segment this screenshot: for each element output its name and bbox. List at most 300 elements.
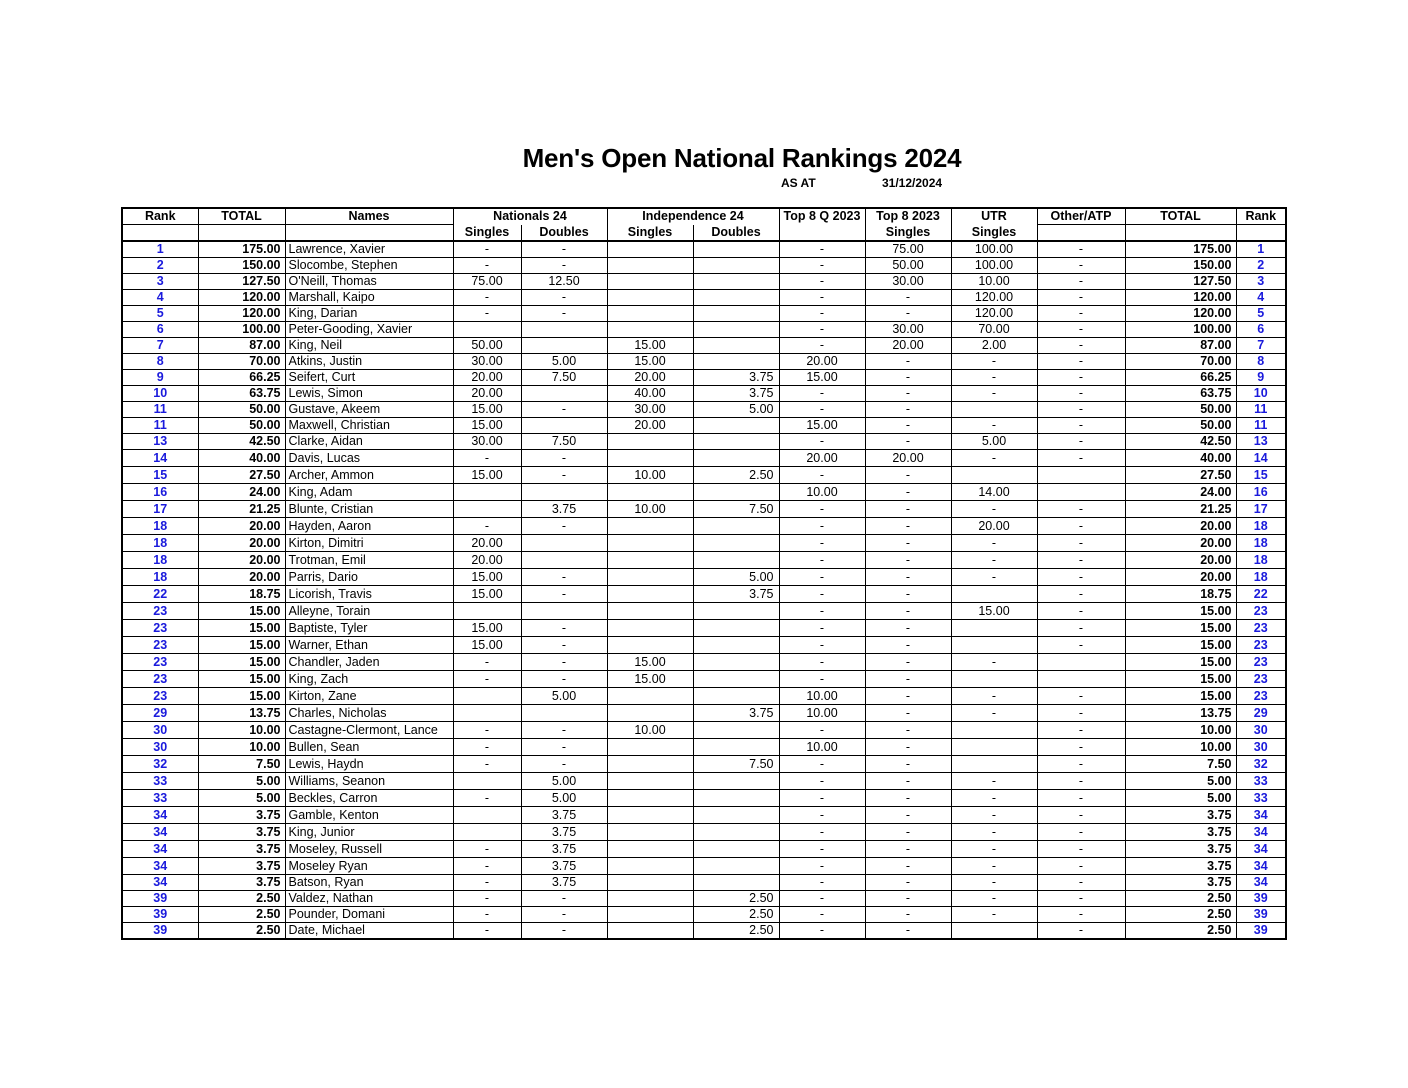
cell-utr-singles [951,756,1037,773]
cell-other-atp [1037,484,1125,501]
cell-total: 2.50 [198,923,285,940]
cell-name: Bullen, Sean [285,739,453,756]
cell-nat-singles: - [453,450,521,467]
cell-ind-doubles [693,306,779,322]
cell-ind-doubles: 2.50 [693,891,779,907]
cell-top8q: - [779,891,865,907]
cell-top8-singles: 30.00 [865,322,951,338]
cell-total-2: 3.75 [1125,841,1236,858]
cell-rank: 18 [122,569,198,586]
cell-rank: 6 [122,322,198,338]
cell-nat-singles: 15.00 [453,637,521,654]
cell-top8q: - [779,518,865,535]
cell-top8-singles: - [865,306,951,322]
cell-other-atp: - [1037,518,1125,535]
cell-name: Atkins, Justin [285,354,453,370]
cell-nat-doubles: - [521,671,607,688]
table-row [122,501,1286,518]
cell-top8q: - [779,620,865,637]
cell-utr-singles: 100.00 [951,258,1037,274]
cell-rank-2: 23 [1236,654,1286,671]
cell-name: Kirton, Zane [285,688,453,705]
table-row [122,637,1286,654]
cell-nat-doubles: - [521,586,607,603]
cell-top8-singles: - [865,467,951,484]
cell-other-atp: - [1037,824,1125,841]
cell-ind-doubles [693,722,779,739]
cell-nat-doubles [521,386,607,402]
cell-ind-doubles [693,688,779,705]
table-row [122,858,1286,875]
cell-nat-singles [453,705,521,722]
cell-ind-doubles [693,671,779,688]
cell-ind-doubles [693,338,779,354]
cell-name: Hayden, Aaron [285,518,453,535]
cell-other-atp: - [1037,603,1125,620]
cell-top8-singles: - [865,569,951,586]
header-total-2: TOTAL [1125,208,1236,225]
cell-ind-singles [607,322,693,338]
subheader-independence-singles: Singles [607,225,693,242]
cell-other-atp: - [1037,290,1125,306]
cell-ind-doubles [693,290,779,306]
cell-other-atp: - [1037,322,1125,338]
cell-utr-singles: 10.00 [951,274,1037,290]
cell-top8q: - [779,603,865,620]
cell-ind-doubles [693,637,779,654]
cell-top8q: - [779,756,865,773]
cell-total-2: 3.75 [1125,824,1236,841]
cell-top8-singles: - [865,501,951,518]
cell-rank: 7 [122,338,198,354]
cell-total-2: 3.75 [1125,807,1236,824]
cell-total-2: 21.25 [1125,501,1236,518]
subheader-blank [1037,225,1125,242]
table-row [122,923,1286,940]
table-row [122,569,1286,586]
cell-nat-doubles: - [521,306,607,322]
cell-total-2: 42.50 [1125,434,1236,450]
cell-top8q: - [779,258,865,274]
cell-name: King, Adam [285,484,453,501]
header-utr: UTR [951,208,1037,225]
table-row [122,603,1286,620]
cell-top8-singles: - [865,824,951,841]
cell-top8-singles: 75.00 [865,241,951,258]
rankings-body [122,241,1286,939]
cell-top8q: - [779,671,865,688]
cell-rank-2: 33 [1236,773,1286,790]
cell-total-2: 13.75 [1125,705,1236,722]
table-row [122,552,1286,569]
cell-utr-singles: - [951,552,1037,569]
header-total: TOTAL [198,208,285,225]
cell-other-atp: - [1037,258,1125,274]
cell-nat-singles: - [453,923,521,940]
cell-rank-2: 7 [1236,338,1286,354]
cell-other-atp [1037,467,1125,484]
cell-total-2: 10.00 [1125,739,1236,756]
cell-other-atp: - [1037,722,1125,739]
cell-rank-2: 29 [1236,705,1286,722]
cell-nat-doubles: 3.75 [521,875,607,891]
table-row [122,790,1286,807]
cell-nat-doubles [521,484,607,501]
cell-nat-doubles: - [521,569,607,586]
cell-rank: 30 [122,739,198,756]
cell-top8-singles: - [865,518,951,535]
subheader-nationals-singles: Singles [453,225,521,242]
cell-top8q: - [779,875,865,891]
cell-nat-singles: - [453,907,521,923]
cell-rank-2: 13 [1236,434,1286,450]
cell-total: 15.00 [198,671,285,688]
cell-rank-2: 2 [1236,258,1286,274]
cell-top8-singles: - [865,722,951,739]
cell-top8q: 20.00 [779,354,865,370]
cell-ind-doubles: 3.75 [693,386,779,402]
cell-nat-doubles: - [521,620,607,637]
cell-top8q: - [779,386,865,402]
table-row [122,875,1286,891]
cell-name: Gamble, Kenton [285,807,453,824]
cell-utr-singles [951,586,1037,603]
cell-other-atp: - [1037,552,1125,569]
cell-top8q: - [779,637,865,654]
cell-ind-doubles: 5.00 [693,569,779,586]
cell-total-2: 50.00 [1125,418,1236,434]
cell-utr-singles: - [951,858,1037,875]
cell-top8q: 10.00 [779,688,865,705]
cell-rank: 22 [122,586,198,603]
cell-nat-singles: 15.00 [453,586,521,603]
cell-total: 120.00 [198,306,285,322]
cell-name: Warner, Ethan [285,637,453,654]
table-row [122,654,1286,671]
cell-rank: 34 [122,875,198,891]
cell-ind-doubles [693,484,779,501]
cell-total: 7.50 [198,756,285,773]
cell-utr-singles: - [951,654,1037,671]
cell-top8-singles: - [865,434,951,450]
cell-utr-singles: 15.00 [951,603,1037,620]
cell-top8-singles: - [865,688,951,705]
cell-total: 10.00 [198,739,285,756]
cell-utr-singles: - [951,790,1037,807]
table-row [122,402,1286,418]
cell-ind-singles: 15.00 [607,354,693,370]
cell-total: 63.75 [198,386,285,402]
cell-nat-doubles [521,603,607,620]
cell-rank: 5 [122,306,198,322]
cell-name: Beckles, Carron [285,790,453,807]
cell-utr-singles: 100.00 [951,241,1037,258]
cell-other-atp: - [1037,450,1125,467]
cell-other-atp: - [1037,875,1125,891]
cell-rank: 33 [122,790,198,807]
cell-top8q: 10.00 [779,739,865,756]
cell-total-2: 20.00 [1125,552,1236,569]
cell-top8-singles: - [865,807,951,824]
table-row [122,841,1286,858]
cell-total: 15.00 [198,620,285,637]
cell-utr-singles: - [951,891,1037,907]
cell-top8q: - [779,569,865,586]
cell-total-2: 70.00 [1125,354,1236,370]
cell-nat-singles: - [453,891,521,907]
cell-other-atp: - [1037,274,1125,290]
cell-nat-doubles: 3.75 [521,501,607,518]
subheader-blank [1125,225,1236,242]
cell-total-2: 3.75 [1125,875,1236,891]
cell-total: 40.00 [198,450,285,467]
cell-name: Parris, Dario [285,569,453,586]
cell-nat-singles: - [453,841,521,858]
cell-total: 15.00 [198,637,285,654]
cell-nat-singles: - [453,875,521,891]
cell-name: Baptiste, Tyler [285,620,453,637]
cell-top8-singles: - [865,705,951,722]
cell-ind-singles [607,586,693,603]
cell-ind-singles [607,518,693,535]
cell-rank: 30 [122,722,198,739]
cell-rank-2: 18 [1236,569,1286,586]
cell-nat-singles [453,688,521,705]
cell-name: Peter-Gooding, Xavier [285,322,453,338]
cell-rank: 32 [122,756,198,773]
cell-total: 42.50 [198,434,285,450]
cell-nat-doubles: 5.00 [521,688,607,705]
cell-ind-doubles [693,773,779,790]
cell-ind-singles [607,552,693,569]
cell-total-2: 5.00 [1125,773,1236,790]
cell-rank: 13 [122,434,198,450]
cell-other-atp: - [1037,907,1125,923]
cell-utr-singles: 70.00 [951,322,1037,338]
cell-ind-doubles [693,824,779,841]
cell-other-atp: - [1037,891,1125,907]
cell-other-atp: - [1037,434,1125,450]
cell-top8q: - [779,586,865,603]
cell-total-2: 87.00 [1125,338,1236,354]
cell-ind-doubles [693,450,779,467]
cell-top8-singles: - [865,354,951,370]
cell-name: Kirton, Dimitri [285,535,453,552]
cell-name: Castagne-Clermont, Lance [285,722,453,739]
cell-rank-2: 34 [1236,841,1286,858]
cell-top8q: - [779,467,865,484]
cell-ind-singles [607,858,693,875]
cell-ind-singles: 20.00 [607,418,693,434]
cell-total: 50.00 [198,418,285,434]
cell-top8-singles: - [865,586,951,603]
cell-rank: 2 [122,258,198,274]
cell-other-atp: - [1037,841,1125,858]
cell-ind-singles [607,790,693,807]
cell-nat-singles: - [453,858,521,875]
as-at-date: 31/12/2024 [882,176,943,190]
cell-top8q: - [779,907,865,923]
cell-rank-2: 23 [1236,688,1286,705]
cell-total: 20.00 [198,569,285,586]
cell-nat-singles: - [453,654,521,671]
subheader-nationals-doubles: Doubles [521,225,607,242]
cell-nat-singles [453,773,521,790]
cell-utr-singles: - [951,773,1037,790]
cell-name: Blunte, Cristian [285,501,453,518]
cell-ind-singles: 20.00 [607,370,693,386]
cell-total: 10.00 [198,722,285,739]
cell-nat-singles: 15.00 [453,569,521,586]
cell-nat-singles [453,807,521,824]
cell-utr-singles: - [951,569,1037,586]
table-row [122,484,1286,501]
table-row [122,773,1286,790]
table-row [122,518,1286,535]
cell-total: 15.00 [198,654,285,671]
cell-other-atp: - [1037,354,1125,370]
cell-ind-singles [607,484,693,501]
cell-ind-singles [607,434,693,450]
cell-top8q: - [779,290,865,306]
cell-other-atp: - [1037,386,1125,402]
cell-total: 2.50 [198,891,285,907]
cell-total-2: 20.00 [1125,518,1236,535]
cell-name: Lewis, Simon [285,386,453,402]
cell-rank-2: 1 [1236,241,1286,258]
table-row [122,241,1286,258]
cell-total: 3.75 [198,807,285,824]
header-names: Names [285,208,453,225]
cell-ind-singles [607,773,693,790]
cell-rank-2: 18 [1236,535,1286,552]
cell-rank: 23 [122,620,198,637]
cell-name: King, Darian [285,306,453,322]
cell-ind-singles [607,907,693,923]
cell-top8-singles: - [865,386,951,402]
cell-ind-singles [607,258,693,274]
cell-utr-singles [951,722,1037,739]
cell-utr-singles: - [951,705,1037,722]
cell-rank-2: 14 [1236,450,1286,467]
cell-total-2: 24.00 [1125,484,1236,501]
cell-rank-2: 23 [1236,671,1286,688]
cell-utr-singles [951,467,1037,484]
cell-top8q: - [779,501,865,518]
cell-nat-doubles: - [521,891,607,907]
cell-ind-doubles: 5.00 [693,402,779,418]
table-row [122,354,1286,370]
cell-rank: 10 [122,386,198,402]
cell-nat-doubles: 7.50 [521,434,607,450]
cell-name: Williams, Seanon [285,773,453,790]
cell-rank-2: 30 [1236,722,1286,739]
cell-rank-2: 15 [1236,467,1286,484]
cell-utr-singles: 14.00 [951,484,1037,501]
table-row [122,434,1286,450]
cell-total: 150.00 [198,258,285,274]
cell-top8q: - [779,402,865,418]
cell-utr-singles: 20.00 [951,518,1037,535]
cell-other-atp: - [1037,688,1125,705]
cell-rank: 11 [122,402,198,418]
cell-ind-singles [607,891,693,907]
cell-ind-doubles [693,535,779,552]
cell-rank-2: 34 [1236,875,1286,891]
cell-utr-singles: - [951,418,1037,434]
cell-top8q: 20.00 [779,450,865,467]
cell-ind-doubles [693,552,779,569]
cell-nat-doubles [521,322,607,338]
cell-name: Marshall, Kaipo [285,290,453,306]
table-row [122,322,1286,338]
cell-other-atp: - [1037,620,1125,637]
table-row [122,688,1286,705]
cell-utr-singles: - [951,807,1037,824]
cell-ind-doubles [693,790,779,807]
cell-ind-doubles [693,258,779,274]
cell-rank: 39 [122,923,198,940]
cell-ind-doubles [693,858,779,875]
cell-total-2: 50.00 [1125,402,1236,418]
cell-name: Trotman, Emil [285,552,453,569]
cell-utr-singles: 120.00 [951,306,1037,322]
table-row [122,705,1286,722]
cell-rank-2: 32 [1236,756,1286,773]
cell-nat-doubles: - [521,654,607,671]
cell-top8-singles: - [865,402,951,418]
table-row [122,891,1286,907]
cell-nat-doubles: - [521,450,607,467]
cell-nat-singles: 30.00 [453,354,521,370]
cell-rank: 23 [122,654,198,671]
cell-top8-singles: - [865,891,951,907]
cell-nat-doubles: - [521,637,607,654]
cell-nat-doubles: 5.00 [521,354,607,370]
cell-nat-doubles: 3.75 [521,858,607,875]
table-row [122,739,1286,756]
cell-name: Lewis, Haydn [285,756,453,773]
cell-ind-doubles [693,875,779,891]
cell-total: 27.50 [198,467,285,484]
cell-nat-doubles: - [521,907,607,923]
cell-other-atp: - [1037,402,1125,418]
cell-ind-doubles: 7.50 [693,501,779,518]
cell-nat-doubles: 3.75 [521,807,607,824]
cell-rank-2: 9 [1236,370,1286,386]
cell-rank: 9 [122,370,198,386]
cell-nat-doubles: 3.75 [521,824,607,841]
cell-utr-singles [951,923,1037,940]
table-row [122,274,1286,290]
cell-ind-singles [607,535,693,552]
cell-utr-singles: - [951,354,1037,370]
cell-ind-singles [607,824,693,841]
cell-total: 24.00 [198,484,285,501]
cell-top8q: - [779,923,865,940]
cell-rank-2: 4 [1236,290,1286,306]
cell-ind-singles [607,620,693,637]
cell-top8q: 10.00 [779,484,865,501]
table-row [122,586,1286,603]
cell-rank: 34 [122,841,198,858]
cell-nat-doubles: - [521,241,607,258]
cell-rank-2: 39 [1236,923,1286,940]
cell-top8q: - [779,306,865,322]
cell-nat-singles: 15.00 [453,620,521,637]
header-nationals: Nationals 24 [453,208,607,225]
cell-nat-singles [453,824,521,841]
